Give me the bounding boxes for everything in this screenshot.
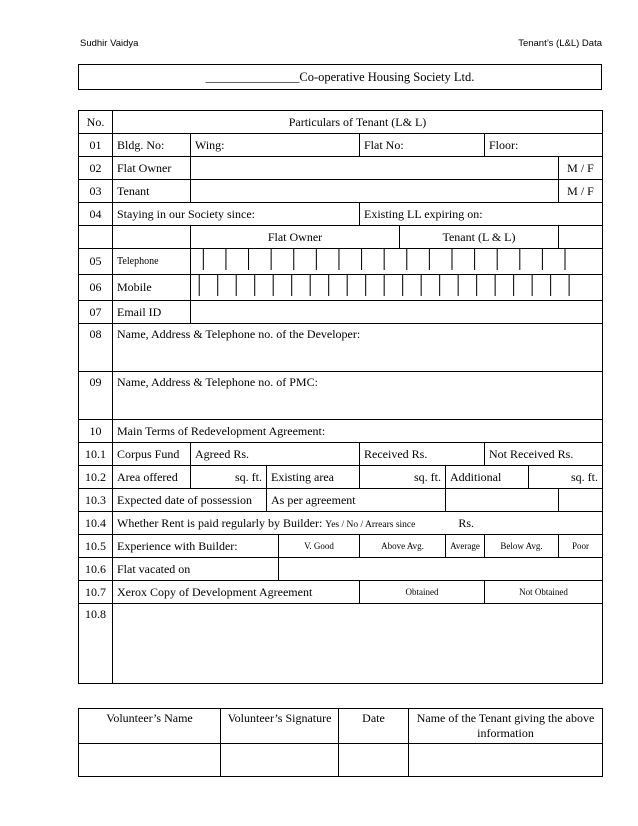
- area-offered-field[interactable]: sq. ft.: [191, 466, 267, 489]
- row-number: 10.1: [79, 443, 113, 466]
- row-number: 07: [79, 301, 113, 324]
- row-number: 04: [79, 203, 113, 226]
- flat-owner-subheader: Flat Owner: [191, 226, 400, 249]
- row-number: 02: [79, 157, 113, 180]
- area-offered-label: Area offered: [113, 466, 191, 489]
- mobile-boxes-grid: [191, 275, 602, 296]
- additional-label: Additional: [446, 466, 529, 489]
- col-no-header: No.: [79, 111, 113, 134]
- tenant-label: Tenant: [113, 180, 191, 203]
- volunteer-name-header: Volunteer’s Name: [79, 709, 221, 744]
- header-doc-title: Tenant’s (L&L) Data: [518, 38, 602, 49]
- flat-owner-field[interactable]: [191, 157, 559, 180]
- row-06: [79, 275, 603, 301]
- rent-paid-options[interactable]: Yes / No / Arrears since: [325, 519, 416, 530]
- row-number: 03: [79, 180, 113, 203]
- row-05: [79, 249, 603, 275]
- date-field[interactable]: [339, 744, 409, 777]
- society-title: [79, 65, 602, 90]
- staying-since-field[interactable]: Staying in our Society since:: [113, 203, 360, 226]
- row-number: 10.6: [79, 558, 113, 581]
- society-suffix: Co-operative Housing Society Ltd.: [299, 69, 475, 84]
- wing-field[interactable]: Wing:: [191, 134, 360, 157]
- row-number: 10.8: [79, 604, 113, 684]
- row-number: 08: [79, 324, 113, 372]
- telephone-boxes-grid: [191, 249, 602, 270]
- society-title-box: [78, 64, 602, 90]
- mobile-label: Mobile: [113, 275, 191, 301]
- row-number: 05: [79, 249, 113, 275]
- contact-subheader: [79, 226, 603, 249]
- volunteer-signature-header: Volunteer’s Signature: [221, 709, 339, 744]
- row-number: 10.3: [79, 489, 113, 512]
- tenant-field[interactable]: [191, 180, 559, 203]
- pmc-details-field[interactable]: Name, Address & Telephone no. of PMC:: [113, 372, 603, 420]
- mobile-digit-boxes[interactable]: [191, 275, 603, 301]
- additional-area-field[interactable]: sq. ft.: [529, 466, 603, 489]
- row-01: [79, 134, 603, 157]
- option-above-avg[interactable]: Above Avg.: [360, 535, 446, 558]
- row-number: 10.2: [79, 466, 113, 489]
- particulars-header: Particulars of Tenant (L& L): [113, 111, 603, 134]
- row-10-2: [79, 466, 603, 489]
- option-v-good[interactable]: V. Good: [279, 535, 360, 558]
- volunteer-table: [78, 708, 603, 777]
- row-10-3: [79, 489, 603, 512]
- row-09: [79, 372, 603, 420]
- row-04: [79, 203, 603, 226]
- arrears-rs-label: Rs.: [458, 515, 475, 530]
- row-10-1: [79, 443, 603, 466]
- experience-label: Experience with Builder:: [113, 535, 279, 558]
- option-average[interactable]: Average: [446, 535, 485, 558]
- telephone-digit-boxes[interactable]: [191, 249, 603, 275]
- row-10-4: [79, 512, 603, 535]
- flat-vacated-label: Flat vacated on: [113, 558, 279, 581]
- option-poor[interactable]: Poor: [559, 535, 603, 558]
- possession-date-field[interactable]: [446, 489, 559, 512]
- society-name-blank[interactable]: _______________: [205, 69, 300, 84]
- row-08: [79, 324, 603, 372]
- tenant-particulars-table: [78, 110, 603, 684]
- main-terms-heading: Main Terms of Redevelopment Agreement:: [113, 420, 603, 443]
- row-number: 10.5: [79, 535, 113, 558]
- corpus-fund-label: Corpus Fund: [113, 443, 191, 466]
- tenant-subheader: Tenant (L & L): [400, 226, 559, 249]
- row-02: [79, 157, 603, 180]
- rent-paid-label: Whether Rent is paid regularly by Builder:: [117, 515, 323, 530]
- email-field[interactable]: [191, 301, 603, 324]
- flat-vacated-field[interactable]: [279, 558, 603, 581]
- flat-owner-label: Flat Owner: [113, 157, 191, 180]
- tenant-informant-header: Name of the Tenant giving the above information: [409, 709, 603, 744]
- row-number: 01: [79, 134, 113, 157]
- possession-date-label: Expected date of possession: [113, 489, 267, 512]
- row-number: 10.7: [79, 581, 113, 604]
- agreed-rs-field[interactable]: Agreed Rs.: [191, 443, 360, 466]
- as-per-agreement-label: As per agreement: [267, 489, 446, 512]
- row-10-5: [79, 535, 603, 558]
- row-03: [79, 180, 603, 203]
- remarks-field[interactable]: [113, 604, 603, 684]
- volunteer-signature-field[interactable]: [221, 744, 339, 777]
- developer-details-field[interactable]: Name, Address & Telephone no. of the Developer:: [113, 324, 603, 372]
- row-07: [79, 301, 603, 324]
- not-received-rs-field[interactable]: Not Received Rs.: [485, 443, 603, 466]
- floor-field[interactable]: Floor:: [485, 134, 603, 157]
- date-header: Date: [339, 709, 409, 744]
- row-number: 09: [79, 372, 113, 420]
- row-10-7: [79, 581, 603, 604]
- rent-paid-field[interactable]: [113, 512, 603, 535]
- flat-no-field[interactable]: Flat No:: [360, 134, 485, 157]
- row-10-6: [79, 558, 603, 581]
- tenant-informant-field[interactable]: [409, 744, 603, 777]
- received-rs-field[interactable]: Received Rs.: [360, 443, 485, 466]
- telephone-label: Telephone: [113, 249, 191, 275]
- bldg-no-field[interactable]: Bldg. No:: [113, 134, 191, 157]
- row-10: [79, 420, 603, 443]
- row-number: 10.4: [79, 512, 113, 535]
- row-10-8: [79, 604, 603, 684]
- header-author: Sudhir Vaidya: [80, 38, 139, 49]
- option-not-obtained[interactable]: Not Obtained: [485, 581, 603, 604]
- possession-date-field-2[interactable]: [559, 489, 603, 512]
- ll-expiring-field[interactable]: Existing LL expiring on:: [360, 203, 603, 226]
- volunteer-name-field[interactable]: [79, 744, 221, 777]
- existing-area-label: Existing area: [267, 466, 360, 489]
- xerox-copy-label: Xerox Copy of Development Agreement: [113, 581, 360, 604]
- flat-owner-gender[interactable]: M / F: [559, 157, 603, 180]
- row-number: 06: [79, 275, 113, 301]
- row-number: 10: [79, 420, 113, 443]
- option-obtained[interactable]: Obtained: [360, 581, 485, 604]
- tenant-gender[interactable]: M / F: [559, 180, 603, 203]
- existing-area-field[interactable]: sq. ft.: [360, 466, 446, 489]
- option-below-avg[interactable]: Below Avg.: [485, 535, 559, 558]
- email-label: Email ID: [113, 301, 191, 324]
